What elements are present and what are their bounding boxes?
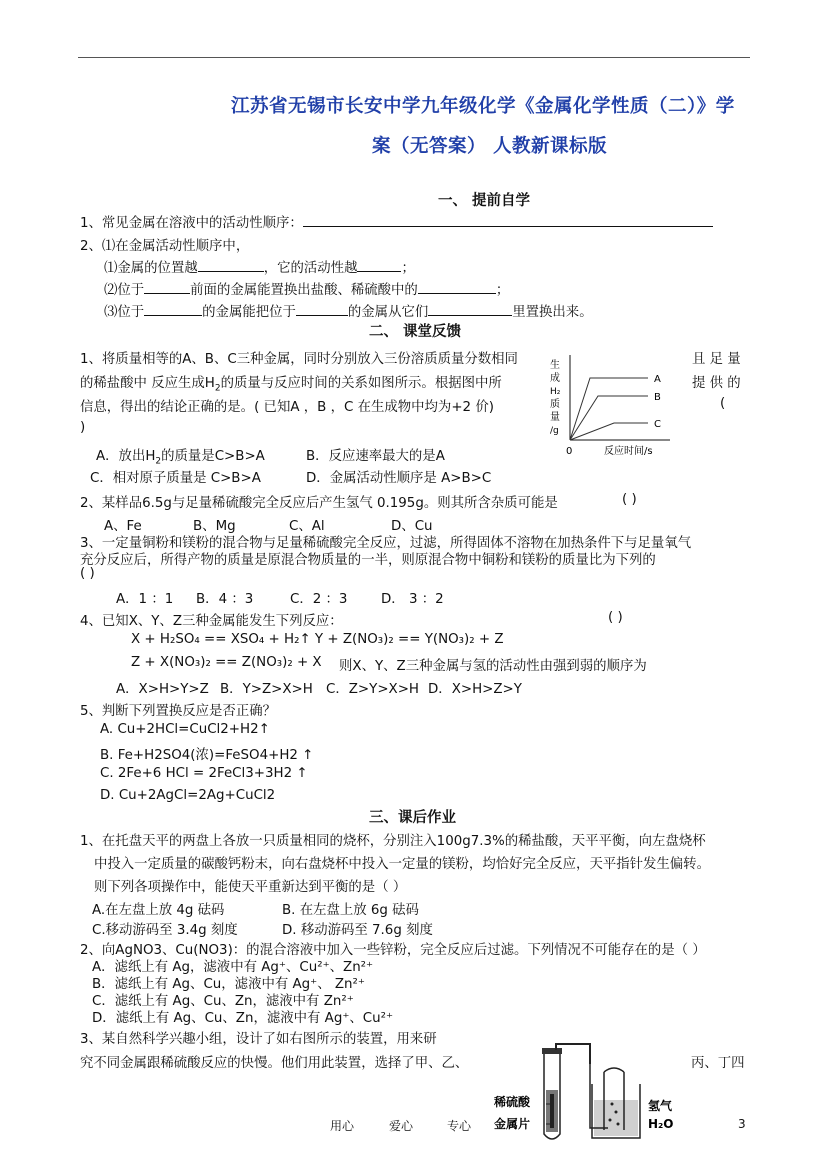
- q2-line-b: [104, 279, 509, 298]
- fb-q2-option-d: D、Cu: [391, 519, 433, 534]
- footer-text-1: 用心: [330, 1119, 355, 1133]
- fb-q1-line3-right: (: [720, 396, 726, 411]
- reaction-graph: [548, 350, 678, 460]
- q1-self-study: [80, 212, 713, 231]
- text: ⑵位于: [104, 283, 145, 298]
- fb-q4-paren: ( ): [608, 610, 623, 625]
- fb-q2-paren: ( ): [622, 492, 637, 507]
- answer-blank: [144, 281, 190, 294]
- fb-q2-option-b: B、Mg: [193, 519, 236, 534]
- section-heading-1: 一、 提前自学: [438, 193, 531, 209]
- ylabel-2: H₂: [550, 387, 561, 397]
- apparatus-diagram: [490, 1042, 690, 1146]
- q2-self-study: 2、⑴在金属活动性顺序中，: [80, 239, 250, 254]
- origin-label: 0: [566, 446, 573, 457]
- footer-text-2: 爱心: [389, 1119, 414, 1133]
- bubble: [615, 1111, 618, 1114]
- fb-q4-option-b: B．Y>Z>X>H: [220, 682, 313, 697]
- text: 前面的金属能置换出盐酸、稀硫酸中的: [190, 283, 418, 298]
- fb-q1-option-b: B．反应速率最大的是A: [306, 449, 445, 464]
- subscript: 2: [155, 456, 162, 467]
- text: 的质量是C>B>A: [161, 449, 265, 464]
- hw-q2: 2、向AgNO3、Cu(NO3)：的混合溶液中加入一些锌粉，完全反应后过滤。下列情况不可能存在的是（ ）: [80, 943, 706, 958]
- hw-q2-option-c: C．滤纸上有 Ag、Cu、Zn，滤液中有 Zn²⁺: [92, 994, 354, 1009]
- fb-q1-option-a: [96, 445, 265, 467]
- bubble: [611, 1103, 614, 1106]
- answer-blank: [418, 281, 496, 294]
- doc-title-line1: 江苏省无锡市长安中学九年级化学《金属化学性质（二）》学: [231, 96, 735, 117]
- series-label-a: A: [654, 374, 661, 385]
- hw-q1-line1: 1、在托盘天平的两盘上各放一只质量相同的烧杯，分别注入100g7.3%的稀盐酸，天平平衡，向左盘烧杯: [80, 834, 706, 849]
- series-label-c: C: [654, 419, 661, 430]
- fb-q1-line3: 信息，得出的结论正确的是。( 已知A ，B ，C 在生成物中均为+2 价): [80, 400, 494, 415]
- text: 的金属能把位于: [202, 305, 296, 320]
- hw-q2-option-a: A．滤纸上有 Ag，滤液中有 Ag⁺、Cu²⁺、Zn²⁺: [92, 960, 374, 975]
- hw-q3-line1: 3、某自然科学兴趣小组，设计了如右图所示的装置，用来研: [80, 1032, 437, 1047]
- fb-q5-option-d: D. Cu+2AgCl=2Ag+CuCl2: [100, 788, 276, 803]
- text: 里置换出来。: [512, 305, 593, 320]
- fb-q4-option-c: C．Z>Y>X>H: [326, 682, 419, 697]
- text: A．放出H: [96, 449, 156, 464]
- xlabel: 反应时间/s: [604, 446, 653, 457]
- text: 的质量与反应时间的关系如图所示。根据图中所: [220, 376, 502, 391]
- fb-q1-line4: ): [80, 420, 86, 435]
- q1-text: 1、常见金属在溶液中的活动性顺序：: [80, 216, 303, 231]
- ylabel-1: 成: [550, 373, 560, 384]
- answer-blank: [144, 303, 202, 316]
- fb-q4-equation-2: Z + X(NO₃)₂ == Z(NO₃)₂ + X: [131, 655, 322, 670]
- section-heading-2: 二、 课堂反馈: [369, 324, 462, 340]
- page-number: 3: [738, 1117, 746, 1131]
- label-hydrogen: 氢气: [648, 1099, 673, 1113]
- answer-blank: [303, 214, 713, 227]
- answer-blank: [428, 303, 512, 316]
- fb-q5-option-b: B. Fe+H2SO4(浓)=FeSO4+H2 ↑: [100, 748, 314, 763]
- fb-q2-option-a: A、Fe: [104, 519, 142, 534]
- bubble: [609, 1119, 612, 1122]
- fb-q1-line1-right: 且 足 量: [692, 352, 741, 367]
- fb-q4-equation-1: X + H₂SO₄ == XSO₄ + H₂↑ Y + Z(NO₃)₂ == Y(NO₃)₂ + Z: [131, 632, 504, 647]
- beaker-water: [594, 1100, 638, 1136]
- text: ⑶位于: [104, 305, 145, 320]
- fb-q1-line1: 1、将质量相等的A、B、C三种金属，同时分别放入三份溶质质量分数相同: [80, 352, 518, 367]
- bubble: [617, 1123, 620, 1126]
- fb-q4-equation-2-note: 则X、Y、Z三种金属与氢的活动性由强到弱的顺序为: [339, 659, 647, 674]
- fb-q2-option-c: C、Al: [289, 519, 325, 534]
- footer-text-3: 专心: [447, 1119, 472, 1133]
- q2-line-c: [104, 301, 593, 320]
- text: ⑴金属的位置越: [104, 261, 198, 276]
- series-line-c: [570, 423, 648, 440]
- fb-q3-option-d: D． 3 ：2: [381, 592, 444, 607]
- q2-line-a: [104, 257, 415, 276]
- fb-q3-line3: ( ): [80, 566, 95, 581]
- hw-q1-option-d: D. 移动游码至 7.6g 刻度: [282, 923, 433, 938]
- fb-q2: 2、某样品6.5g与足量稀硫酸完全反应后产生氢气 0.195g。则其所含杂质可能是: [80, 496, 558, 511]
- label-dilute-acid: 稀硫酸: [494, 1095, 531, 1109]
- fb-q3-line2: 充分反应后，所得产物的质量是原混合物质量的一半，则原混合物中铜粉和镁粉的质量比为下列的: [80, 553, 656, 568]
- hw-q2-option-d: D．滤纸上有 Ag、Cu、Zn，滤液中有 Ag⁺、Cu²⁺: [92, 1011, 394, 1026]
- hw-q3-line2-right: 丙、丁四: [691, 1056, 745, 1071]
- hw-q1-line2: 中投入一定质量的碳酸钙粉末，向右盘烧杯中投入一定量的镁粉，均恰好完全反应，天平指针发生偏转。: [94, 857, 710, 872]
- header-rule: [78, 57, 750, 58]
- metal-strip: [550, 1094, 554, 1128]
- hw-q1-option-b: B. 在左盘上放 6g 砝码: [282, 903, 419, 918]
- fb-q3-option-a: A．1 ：1: [116, 592, 174, 607]
- ylabel-3: 质: [550, 399, 560, 410]
- text: 的稀盐酸中 反应生成H: [80, 376, 215, 391]
- text: 的金属从它们: [347, 305, 429, 320]
- fb-q4-option-d: D．X>H>Z>Y: [428, 682, 522, 697]
- text: ，它的活动性越: [263, 261, 358, 276]
- tube-stopper: [542, 1048, 562, 1054]
- ylabel-0: 生: [550, 360, 560, 371]
- fb-q1-option-d: D．金属活动性顺序是 A>B>C: [306, 471, 492, 486]
- text: ；: [401, 261, 415, 276]
- label-metal-strip: 金属片: [494, 1117, 531, 1131]
- fb-q5-option-c: C. 2Fe+6 HCl = 2FeCl3+3H2 ↑: [100, 766, 308, 781]
- fb-q3-line1: 3、一定量铜粉和镁粉的混合物与足量稀硫酸完全反应，过滤，所得固体不溶物在加热条件下与足量氧气: [80, 536, 692, 551]
- series-label-b: B: [654, 392, 661, 403]
- hw-q1-line3: 则下列各项操作中，能使天平重新达到平衡的是（ ）: [94, 880, 407, 895]
- fb-q5: 5、判断下列置换反应是否正确？: [80, 704, 276, 719]
- label-water: H₂O: [648, 1117, 674, 1131]
- fb-q1-option-c: C．相对原子质量是 C>B>A: [90, 471, 261, 486]
- hw-q1-option-c: C.移动游码至 3.4g 刻度: [92, 923, 238, 938]
- fb-q3-option-b: B．4 ：3: [196, 592, 254, 607]
- hw-q1-option-a: A.在左盘上放 4g 砝码: [92, 903, 225, 918]
- subscript: 2: [214, 383, 221, 394]
- ylabel-4: 量: [550, 412, 560, 423]
- fb-q4: 4、已知X、Y、Z三种金属能发生下列反应：: [80, 614, 343, 629]
- fb-q1-line2-right: 提 供 的: [692, 376, 741, 391]
- ylabel-5: /g: [550, 426, 559, 436]
- fb-q5-option-a: A. Cu+2HCl=CuCl2+H2↑: [100, 722, 270, 737]
- doc-title-line2: 案（无答案） 人教新课标版: [372, 136, 607, 157]
- hw-q2-option-b: B．滤纸上有 Ag、Cu，滤液中有 Ag⁺、 Zn²⁺: [92, 977, 365, 992]
- hw-q3-line2: 究不同金属跟稀硫酸反应的快慢。他们用此装置，选择了甲、乙、: [80, 1056, 469, 1071]
- answer-blank: [357, 259, 401, 272]
- fb-q4-option-a: A．X>H>Y>Z: [116, 682, 209, 697]
- answer-blank: [296, 303, 348, 316]
- fb-q3-option-c: C．2 ：3: [290, 592, 348, 607]
- text: ；: [495, 283, 510, 298]
- series-line-a: [570, 378, 648, 440]
- answer-blank: [198, 259, 264, 272]
- section-heading-3: 三、课后作业: [369, 810, 456, 826]
- fb-q1-line2: [80, 372, 502, 394]
